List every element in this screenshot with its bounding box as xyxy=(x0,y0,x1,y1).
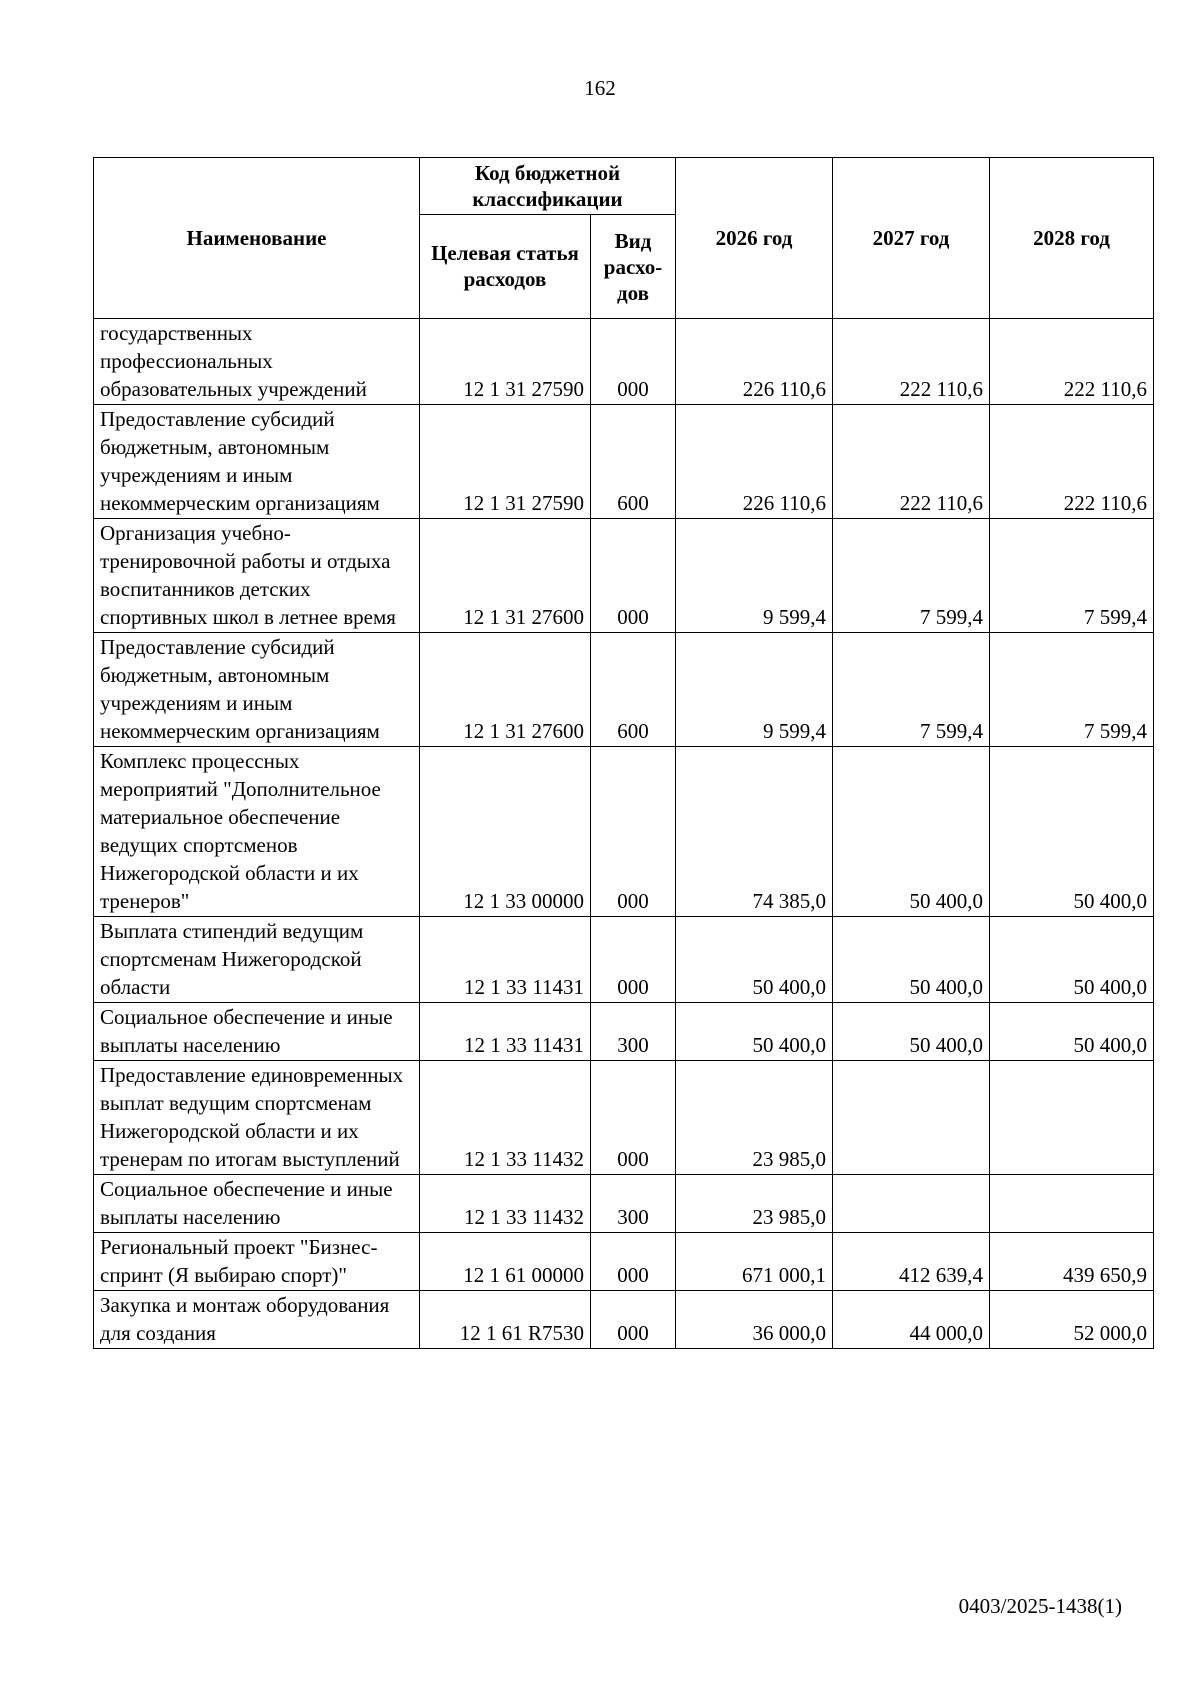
row-target-article: 12 1 61 00000 xyxy=(420,1233,591,1291)
row-target-article: 12 1 33 11431 xyxy=(420,1003,591,1061)
row-value-2028: 52 000,0 xyxy=(990,1291,1154,1349)
row-value-2028: 50 400,0 xyxy=(990,1003,1154,1061)
row-value-2027: 222 110,6 xyxy=(833,405,990,519)
row-name: Организация учебно-тренировочной работы и отдыха воспитанников детских спортивных школ в летнее время xyxy=(94,519,420,633)
table-row xyxy=(94,405,1154,519)
row-value-2027 xyxy=(833,1061,990,1175)
document-number: 0403/2025-1438(1) xyxy=(958,1594,1122,1618)
row-expense-type: 300 xyxy=(591,1003,676,1061)
row-target-article: 12 1 33 11432 xyxy=(420,1175,591,1233)
row-value-2027: 412 639,4 xyxy=(833,1233,990,1291)
row-name: Социальное обеспечение и иные выплаты населению xyxy=(94,1003,420,1061)
table-row xyxy=(94,1291,1154,1349)
row-expense-type: 000 xyxy=(591,917,676,1003)
row-value-2027: 44 000,0 xyxy=(833,1291,990,1349)
table-row xyxy=(94,747,1154,917)
header-year-2028: 2028 год xyxy=(990,158,1154,319)
row-value-2026: 74 385,0 xyxy=(676,747,833,917)
row-value-2027 xyxy=(833,1175,990,1233)
row-name: Комплекс процессных мероприятий "Дополнительное материальное обеспечение ведущих спортсменов Нижегородской области и их тренеров" xyxy=(94,747,420,917)
table-row xyxy=(94,1233,1154,1291)
header-name: Наименование xyxy=(94,158,420,319)
row-value-2028: 222 110,6 xyxy=(990,405,1154,519)
row-target-article: 12 1 31 27590 xyxy=(420,319,591,405)
row-name: Закупка и монтаж оборудования для создания xyxy=(94,1291,420,1349)
row-value-2026: 50 400,0 xyxy=(676,1003,833,1061)
row-value-2027: 50 400,0 xyxy=(833,917,990,1003)
row-name: Предоставление субсидий бюджетным, автономным учреждениям и иным некоммерческим организациям xyxy=(94,633,420,747)
header-year-2026: 2026 год xyxy=(676,158,833,319)
row-value-2028: 222 110,6 xyxy=(990,319,1154,405)
row-expense-type: 000 xyxy=(591,519,676,633)
table-row xyxy=(94,1175,1154,1233)
row-value-2027: 222 110,6 xyxy=(833,319,990,405)
row-expense-type: 000 xyxy=(591,1233,676,1291)
row-value-2028: 50 400,0 xyxy=(990,917,1154,1003)
row-value-2027: 50 400,0 xyxy=(833,1003,990,1061)
row-value-2028: 7 599,4 xyxy=(990,519,1154,633)
row-expense-type: 000 xyxy=(591,319,676,405)
table-row xyxy=(94,1003,1154,1061)
row-value-2028 xyxy=(990,1175,1154,1233)
row-value-2026: 50 400,0 xyxy=(676,917,833,1003)
row-value-2026: 36 000,0 xyxy=(676,1291,833,1349)
row-value-2027: 7 599,4 xyxy=(833,519,990,633)
row-value-2028: 439 650,9 xyxy=(990,1233,1154,1291)
budget-table xyxy=(93,157,1154,1349)
header-target-article: Целевая статья расходов xyxy=(420,215,591,319)
row-expense-type: 000 xyxy=(591,747,676,917)
table-row xyxy=(94,519,1154,633)
row-target-article: 12 1 33 00000 xyxy=(420,747,591,917)
table-row xyxy=(94,1061,1154,1175)
row-target-article: 12 1 31 27600 xyxy=(420,633,591,747)
header-code-group: Код бюджетной классификации xyxy=(420,158,676,215)
row-expense-type: 600 xyxy=(591,633,676,747)
table-row xyxy=(94,319,1154,405)
row-value-2026: 23 985,0 xyxy=(676,1175,833,1233)
row-name: Предоставление субсидий бюджетным, автономным учреждениям и иным некоммерческим организациям xyxy=(94,405,420,519)
row-target-article: 12 1 33 11432 xyxy=(420,1061,591,1175)
table-row xyxy=(94,633,1154,747)
page-number: 162 xyxy=(584,76,616,100)
row-expense-type: 300 xyxy=(591,1175,676,1233)
row-target-article: 12 1 33 11431 xyxy=(420,917,591,1003)
row-target-article: 12 1 31 27590 xyxy=(420,405,591,519)
header-expense-type: Вид расхо-дов xyxy=(591,215,676,319)
row-value-2028: 50 400,0 xyxy=(990,747,1154,917)
row-name: Региональный проект "Бизнес-спринт (Я выбираю спорт)" xyxy=(94,1233,420,1291)
row-value-2026: 9 599,4 xyxy=(676,633,833,747)
row-value-2026: 23 985,0 xyxy=(676,1061,833,1175)
row-value-2026: 671 000,1 xyxy=(676,1233,833,1291)
row-expense-type: 600 xyxy=(591,405,676,519)
row-name: Социальное обеспечение и иные выплаты населению xyxy=(94,1175,420,1233)
row-value-2026: 226 110,6 xyxy=(676,319,833,405)
table-body xyxy=(94,319,1154,1349)
row-expense-type: 000 xyxy=(591,1291,676,1349)
row-target-article: 12 1 61 R7530 xyxy=(420,1291,591,1349)
header-year-2027: 2027 год xyxy=(833,158,990,319)
row-name: государственных профессиональных образовательных учреждений xyxy=(94,319,420,405)
row-target-article: 12 1 31 27600 xyxy=(420,519,591,633)
row-expense-type: 000 xyxy=(591,1061,676,1175)
row-value-2027: 7 599,4 xyxy=(833,633,990,747)
row-value-2028: 7 599,4 xyxy=(990,633,1154,747)
table-header xyxy=(94,158,1154,319)
table-row xyxy=(94,917,1154,1003)
row-value-2026: 9 599,4 xyxy=(676,519,833,633)
row-value-2028 xyxy=(990,1061,1154,1175)
row-name: Выплата стипендий ведущим спортсменам Нижегородской области xyxy=(94,917,420,1003)
row-value-2027: 50 400,0 xyxy=(833,747,990,917)
row-name: Предоставление единовременных выплат ведущим спортсменам Нижегородской области и их тренерам по итогам выступлений xyxy=(94,1061,420,1175)
row-value-2026: 226 110,6 xyxy=(676,405,833,519)
